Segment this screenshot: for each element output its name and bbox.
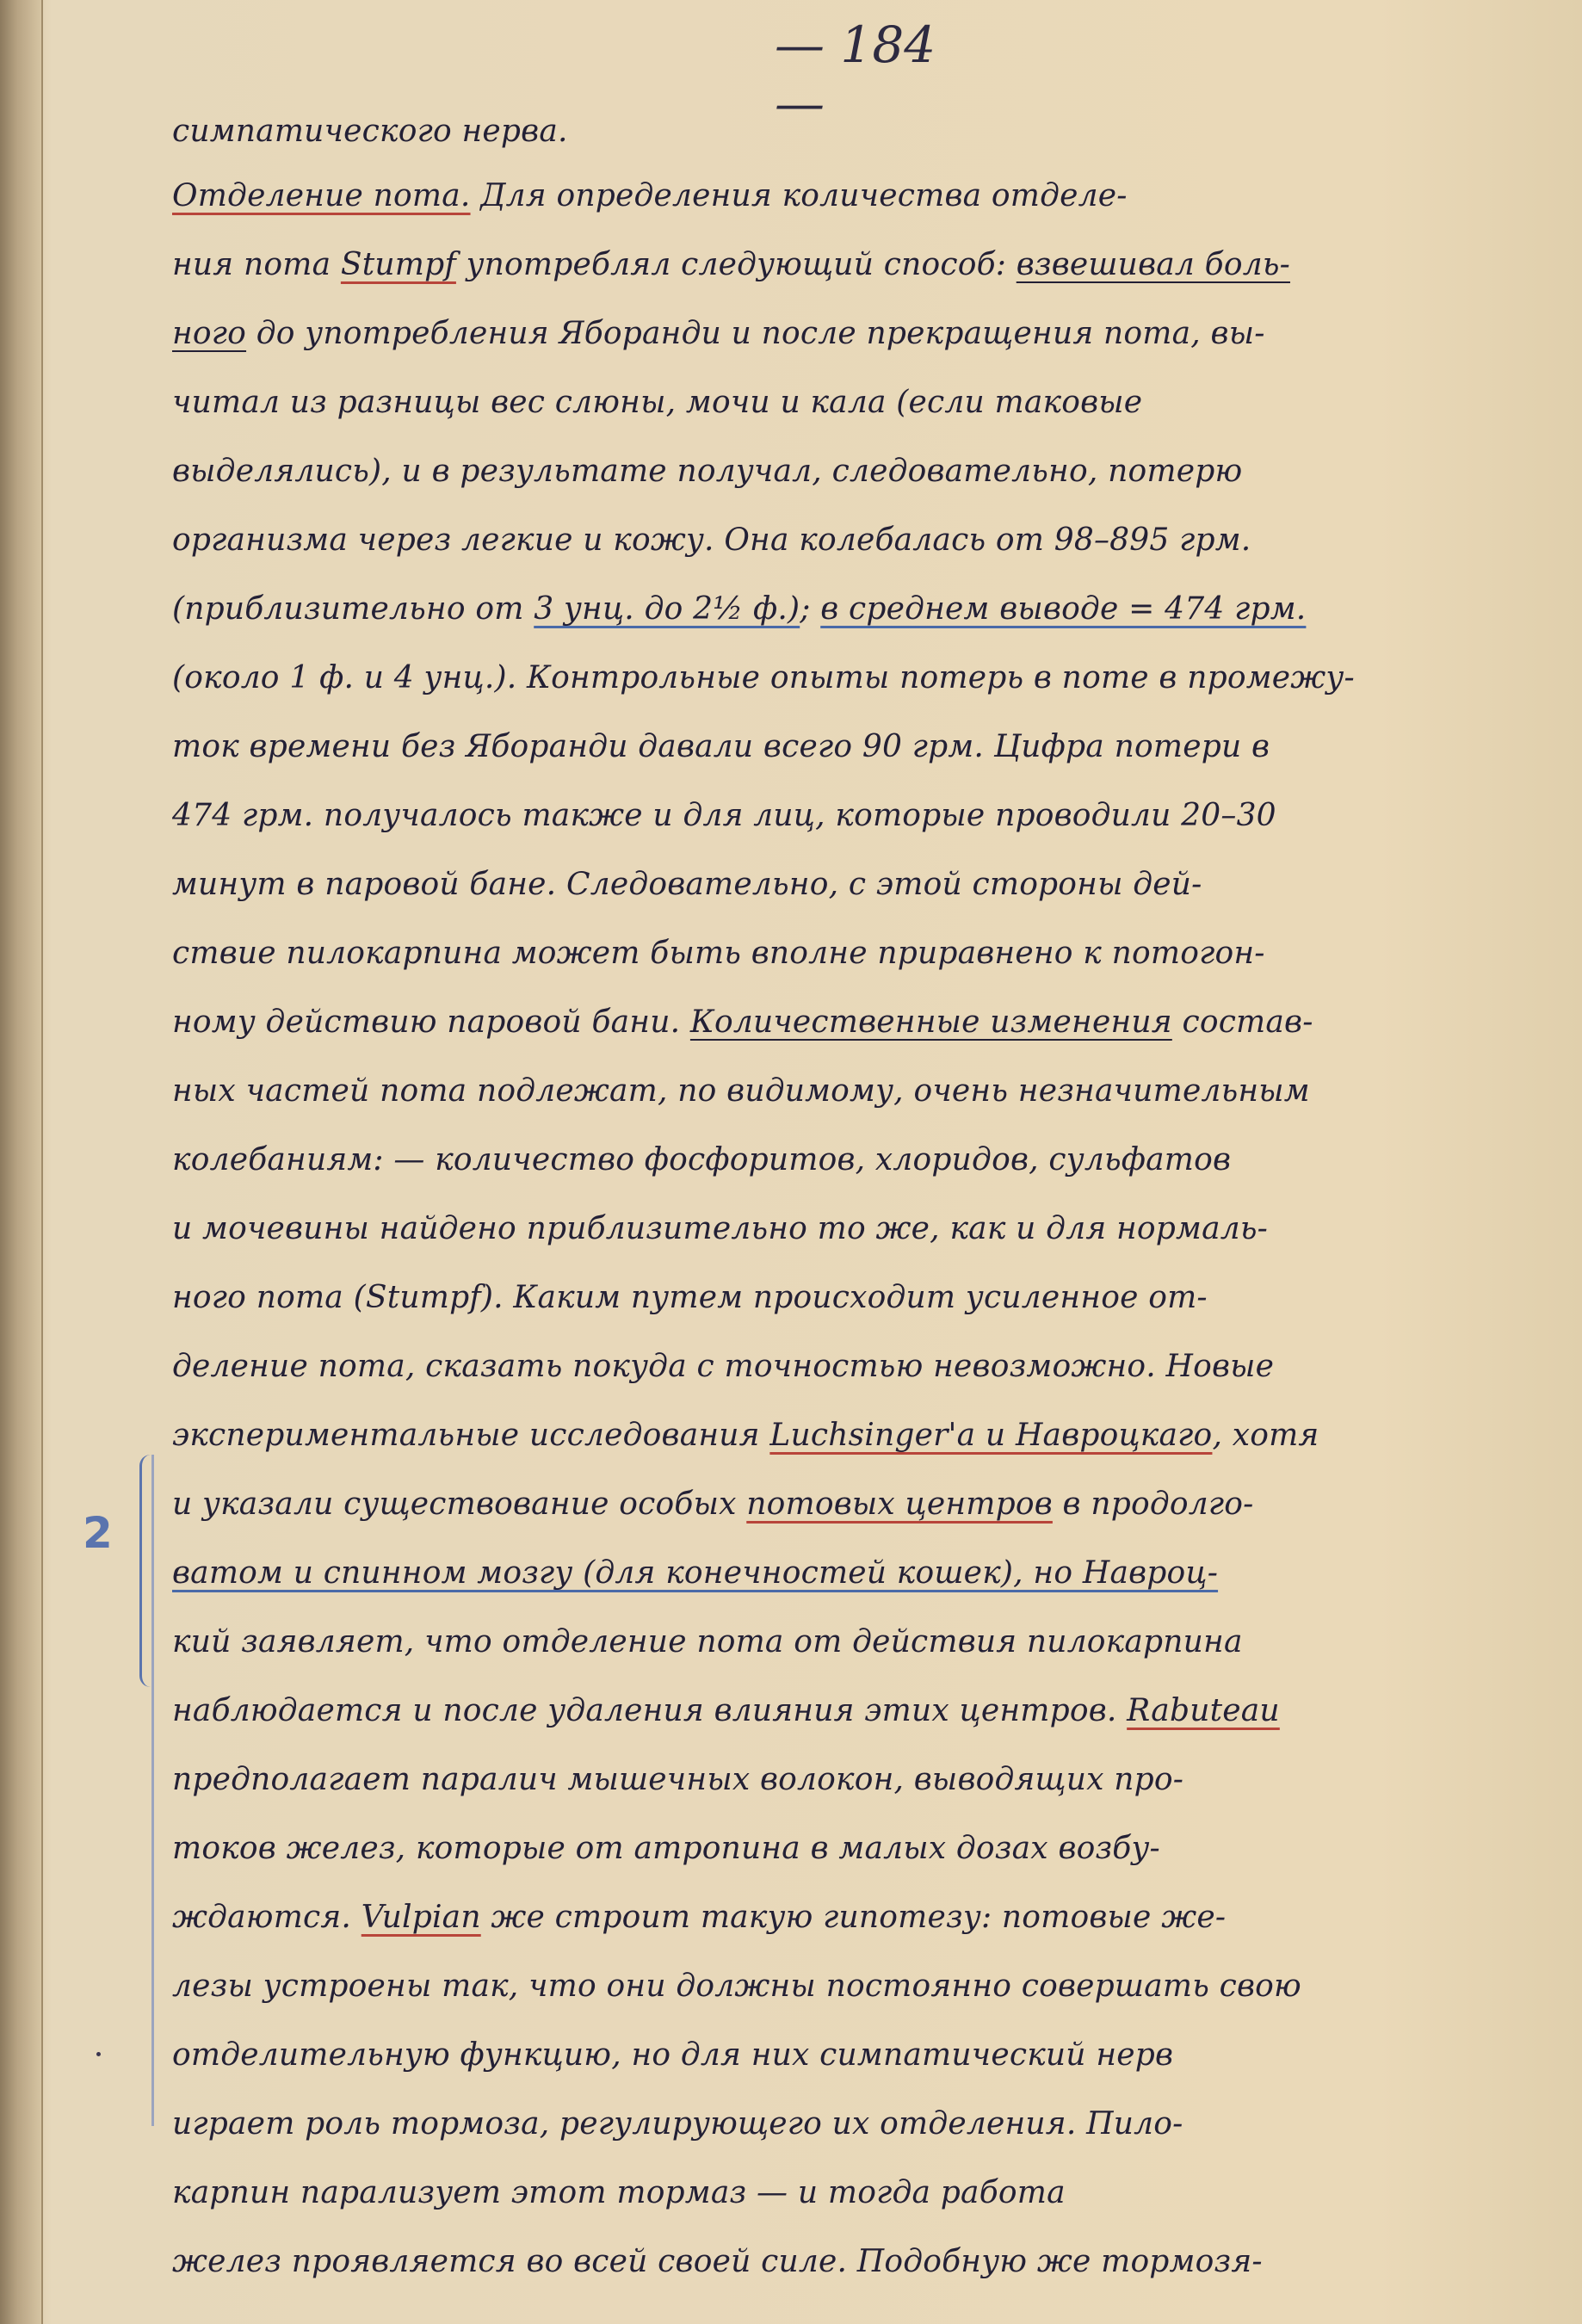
text-line xyxy=(172,988,1541,1057)
text-segment: ного пота (Stumpf). Каким путем происходит усиленное от- xyxy=(172,1280,1208,1315)
text-segment: и указали существование особых xyxy=(172,1486,747,1522)
handwritten-text-body xyxy=(172,102,1541,2296)
text-segment: отделительную функцию, но для них симпатический нерв xyxy=(172,2037,1174,2073)
text-segment: ток времени без Яборанди давали всего 90 грм. Цифра потери в xyxy=(172,729,1270,764)
text-segment: колебаниям: — количество фосфоритов, хлоридов, сульфатов xyxy=(172,1142,1232,1177)
text-segment: и мочевины найдено приблизительно то же, как и для нормаль- xyxy=(172,1211,1269,1246)
text-segment: состав- xyxy=(1171,1004,1313,1040)
text-segment: кий заявляет, что отделение пота от действия пилокарпина xyxy=(172,1624,1243,1660)
text-segment: (около 1 ф. и 4 унц.). Контрольные опыты потерь в поте в промежу- xyxy=(172,660,1355,695)
page-number: — 184 — xyxy=(775,15,936,133)
text-segment: ному действию паровой бани. xyxy=(172,1004,690,1040)
text-segment: употреблял следующий способ: xyxy=(455,247,1017,282)
margin-rule-blue xyxy=(151,1455,154,2126)
text-line xyxy=(172,1677,1541,1746)
text-segment: желез проявляется во всей своей силе. Подобную же тормозя- xyxy=(172,2244,1263,2279)
text-segment: до употребления Яборанди и после прекращения пота, вы- xyxy=(246,316,1265,351)
text-segment: минут в паровой бане. Следовательно, с этой стороны дей- xyxy=(172,867,1202,902)
text-segment: наблюдается и после удаления влияния этих центров. xyxy=(172,1693,1128,1728)
text-segment: предполагает паралич мышечных волокон, выводящих про- xyxy=(172,1762,1184,1797)
margin-note-number: 2 xyxy=(83,1508,113,1558)
text-line xyxy=(172,782,1541,850)
text-line xyxy=(172,2021,1541,2090)
underlined-phrase: ного xyxy=(172,316,247,351)
text-segment: карпин парализует этот тормаз — и тогда работа xyxy=(172,2175,1066,2210)
text-line xyxy=(172,162,1541,231)
text-line xyxy=(172,506,1541,575)
underlined-phrase: Rabuteau xyxy=(1127,1693,1280,1728)
underlined-phrase: взвешивал боль- xyxy=(1016,247,1290,282)
text-line xyxy=(172,437,1541,506)
text-line xyxy=(172,919,1541,988)
underlined-phrase: Количественные изменения xyxy=(689,1004,1172,1040)
margin-bracket xyxy=(139,1455,151,1687)
text-line xyxy=(172,2159,1541,2228)
text-line xyxy=(172,1814,1541,1883)
text-line xyxy=(172,102,1541,162)
text-segment: ствие пилокарпина может быть вполне приравнено к потогон- xyxy=(172,936,1265,971)
text-line xyxy=(172,300,1541,368)
text-line xyxy=(172,1126,1541,1195)
text-line xyxy=(172,1057,1541,1126)
text-segment: организма через легкие и кожу. Она колебалась от 98–895 грм. xyxy=(172,522,1251,558)
underlined-phrase: Отделение пота. xyxy=(172,178,471,213)
text-line xyxy=(172,2228,1541,2296)
text-segment: симпатического нерва. xyxy=(172,114,568,149)
text-segment: выделялись), и в результате получал, следовательно, потерю xyxy=(172,454,1243,489)
text-line xyxy=(172,1539,1541,1608)
underlined-phrase: 3 унц. до 2½ ф.) xyxy=(534,591,800,627)
text-line xyxy=(172,1332,1541,1401)
text-line xyxy=(172,1195,1541,1264)
text-segment: Для определения количества отделе- xyxy=(470,178,1128,213)
text-segment: ждаются. xyxy=(172,1900,362,1935)
text-segment: ; xyxy=(800,591,821,627)
underlined-phrase: Vulpian xyxy=(361,1900,481,1935)
text-line xyxy=(172,1470,1541,1539)
text-line xyxy=(172,1608,1541,1677)
underlined-phrase: в среднем выводе = 474 грм. xyxy=(820,591,1307,627)
text-line xyxy=(172,644,1541,713)
text-segment: читал из разницы вес слюны, мочи и кала (если таковые xyxy=(172,385,1143,420)
text-line xyxy=(172,575,1541,644)
text-segment: (приблизительно от xyxy=(172,591,535,627)
text-segment: лезы устроены так, что они должны постоянно совершать свою xyxy=(172,1969,1301,2004)
text-line xyxy=(172,1746,1541,1814)
text-line xyxy=(172,231,1541,300)
text-segment: деление пота, сказать покуда с точностью невозможно. Новые xyxy=(172,1349,1275,1384)
text-line xyxy=(172,1883,1541,1952)
text-segment: в продолго- xyxy=(1052,1486,1254,1522)
underlined-phrase: ватом и спинном мозгу (для конечностей кошек), но Навроц- xyxy=(172,1555,1219,1591)
text-segment: же строит такую гипотезу: потовые же- xyxy=(480,1900,1227,1935)
text-segment: ных частей пота подлежат, по видимому, очень незначительным xyxy=(172,1073,1310,1109)
ink-speck xyxy=(96,2052,101,2056)
text-segment: токов желез, которые от атропина в малых дозах возбу- xyxy=(172,1831,1160,1866)
text-line xyxy=(172,1952,1541,2021)
binding-edge xyxy=(0,0,41,2324)
text-segment: 474 грм. получалось также и для лиц, которые проводили 20–30 xyxy=(172,798,1276,833)
text-line xyxy=(172,2090,1541,2159)
text-segment: , хотя xyxy=(1212,1418,1319,1453)
text-line xyxy=(172,850,1541,919)
underlined-phrase: потовых центров xyxy=(746,1486,1053,1522)
text-line xyxy=(172,368,1541,437)
spine-line xyxy=(41,0,43,2324)
underlined-phrase: Luchsinger'а и Навроцкаго xyxy=(769,1418,1213,1453)
text-segment: ния пота xyxy=(172,247,341,282)
text-line xyxy=(172,713,1541,782)
text-line xyxy=(172,1264,1541,1332)
text-line xyxy=(172,1401,1541,1470)
text-segment: играет роль тормоза, регулирующего их отделения. Пило- xyxy=(172,2106,1183,2142)
underlined-phrase: Stumpf xyxy=(340,247,456,282)
text-segment: экспериментальные исследования xyxy=(172,1418,770,1453)
